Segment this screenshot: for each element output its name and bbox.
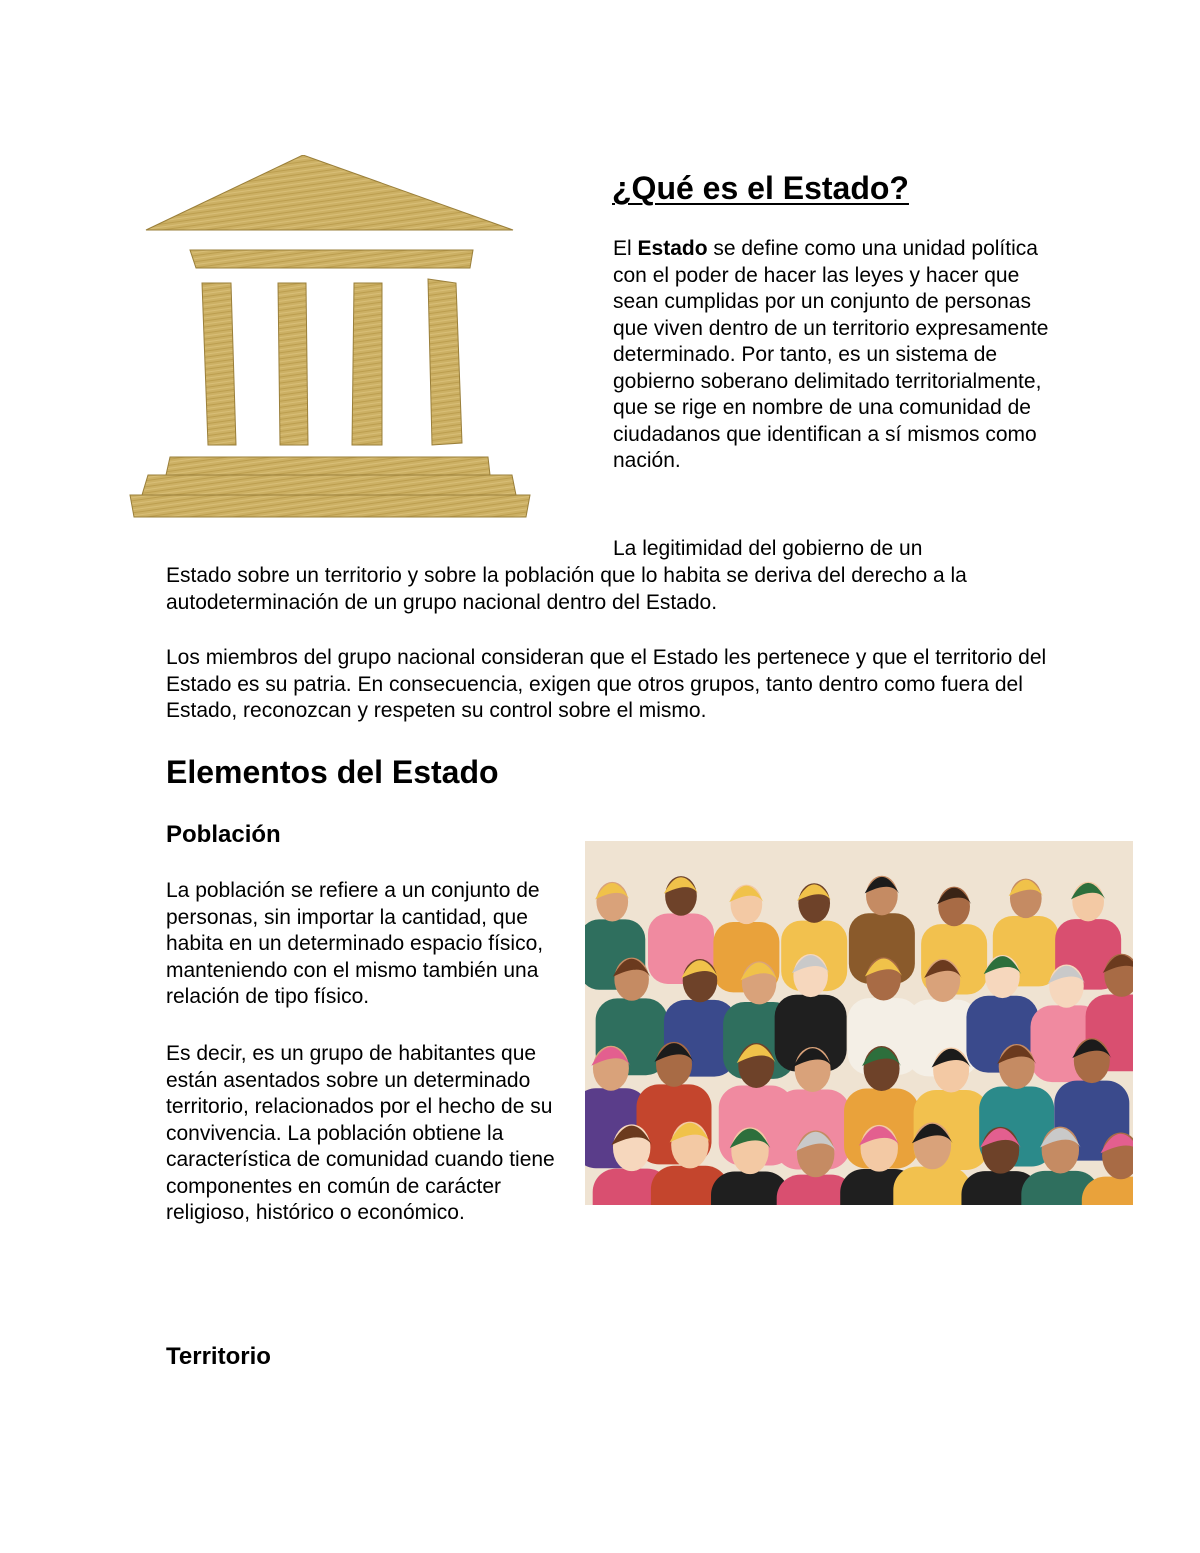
page-title: ¿Qué es el Estado? <box>612 170 909 206</box>
intro-bold-term: Estado <box>637 237 708 260</box>
members-paragraph: Los miembros del grupo nacional consideran que el Estado les pertenece y que el territorio del Estado es su patria. En consecuencia, exigen que otros grupos, tanto dentro como fuera del Estado, reconozcan y respeten su control sobre el mismo. <box>166 646 1047 722</box>
legitimacy-paragraph: Estado sobre un territorio y sobre la población que lo habita se deriva del derecho a la autodeterminación de un grupo nacional dentro del Estado. <box>166 564 967 614</box>
crowd-illustration <box>585 841 1133 1205</box>
poblacion-heading: Población <box>166 821 281 848</box>
intro-lead: El <box>613 237 638 260</box>
intro-paragraph <box>613 236 1053 475</box>
poblacion-paragraph-1: La población se refiere a un conjunto de personas, sin importar la cantidad, que habita en un determinado espacio físico, manteniendo con el mismo también una relación de tipo físico. <box>166 879 544 1008</box>
territorio-heading: Territorio <box>166 1343 271 1370</box>
poblacion-paragraph-2: Es decir, es un grupo de habitantes que están asentados sobre un determinado territorio, relacionados por el hecho de su convivencia. La población obtiene la característica de comunidad cuando tiene componentes en común de carácter religioso, histórico o económico. <box>166 1042 555 1224</box>
legitimacy-first-line: La legitimidad del gobierno de un <box>613 537 923 560</box>
government-building-icon <box>128 155 533 520</box>
crowd-person-body <box>893 1167 971 1205</box>
intro-rest: se define como una unidad política con el poder de hacer las leyes y hacer que sean cumplidas por un conjunto de personas que viven dentro de un territorio expresamente determinado. Por tanto, es un sistema de gobierno soberano delimitado territorialmente, que se rige en nombre de una comunidad de ciudadanos que identifican a sí mismos como nación. <box>613 237 1049 472</box>
elements-heading: Elementos del Estado <box>166 754 499 790</box>
